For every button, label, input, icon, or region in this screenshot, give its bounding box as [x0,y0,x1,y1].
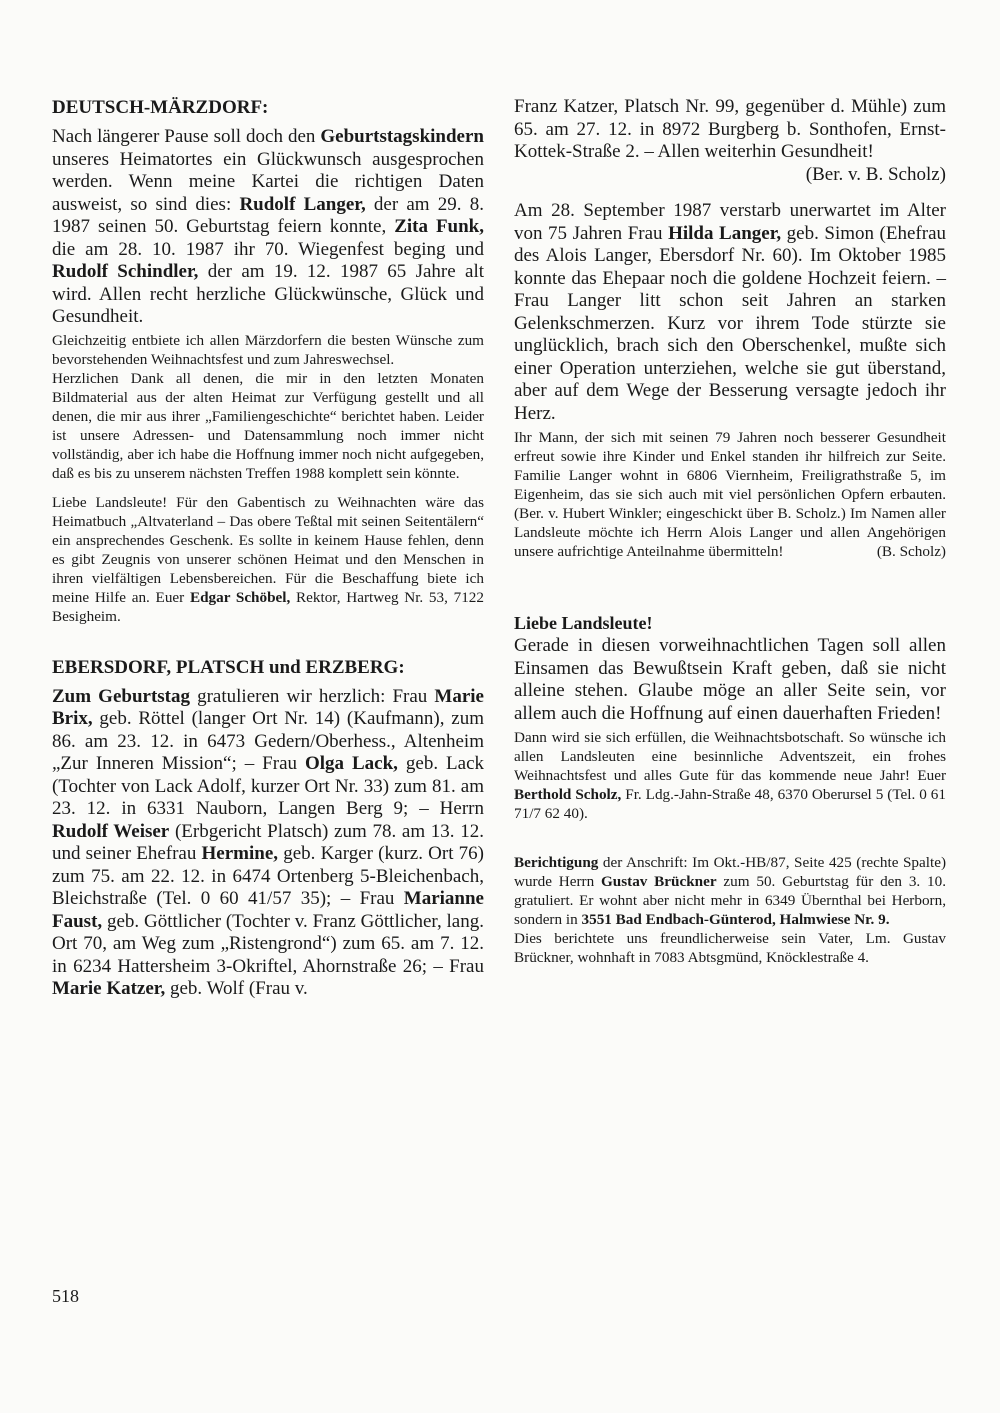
paragraph-christmas-wishes: Dann wird sie sich erfüllen, die Weihnachtsbotschaft. So wünsche ich allen Landsleuten eine besinnliche Adventszeit, ein frohes Weihnachtsfest und alles Gute für das kommende neue Jahr! Euer Berthold Scholz, Fr. Ldg.-Jahn-Straße 48, 6370 Oberursel 5 (Tel. 0 61 71/7 62 40). [514,729,946,822]
paragraph-obituary-hilda-langer: Am 28. September 1987 verstarb unerwartet im Alter von 75 Jahren Frau Hilda Langer, geb. Simon (Ehefrau des Alois Langer, Ebersdorf Nr. 60). Im Oktober 1985 konnte das Ehepaar noch die goldene Hochzeit feiern. – Frau Langer litt schon seit Jahren an starken Gelenkschmerzen. Kurz vor ihrem Tode stürzte sie unglücklich, brach sich den Oberschenkel, mußte sich einer Operation unterziehen, welche sie gut überstand, aber auf dem Wege der Besserung versagte jedoch ihr Herz. [514,200,947,424]
paragraph-obituary-family: Ihr Mann, der sich mit seinen 79 Jahren noch besserer Gesundheit erfreut sowie ihre Kinder und Enkel standen ihr hilfreich zur Seite. Familie Langer wohnt in 6806 Viernheim, Freiligrathstraße 5, im Eigenheim, das sie sich auch mit viel persönlichen Opfern erbauten. (Ber. v. Hubert Winkler; eingeschickt über B. Scholz.) Im Namen aller Landsleute möchte ich Herrn Alois Langer und allen Angehörigen unsere aufrichtige Anteilnahme übermitteln! (B. Scholz) [514,429,946,560]
paragraph-advent-message: Gerade in diesen vorweihnachtlichen Tagen soll allen Einsamen das Bewußtsein Kraft geben, daß sie nicht alleine stehen. Glaube möge an aller Seite sein, vor allem auch die Hoffnung auf einen dauerhaften Frieden! [514,635,946,724]
paragraph-correction-source: Dies berichtete uns freundlicherweise sein Vater, Lm. Gustav Brückner, wohnhaft in 7083 Abtsgmünd, Knöcklestraße 4. [514,930,946,966]
left-column [52,96,484,1001]
paragraph-correction: Berichtigung der Anschrift: Im Okt.-HB/87, Seite 425 (rechte Spalte) wurde Herrn Gustav Brückner zum 50. Geburtstag für den 3. 10. gratuliert. Er wohnt aber nicht mehr in 6349 Übernthal bei Herborn, sondern in 3551 Bad Endbach-Günterod, Halmwiese Nr. 9. [514,854,946,928]
section-heading-ebersdorf: EBERSDORF, PLATSCH und ERZBERG: [52,656,405,678]
paragraph-thanks: Herzlichen Dank all denen, die mir in den letzten Monaten Bildmaterial aus der alten Heimat zur Verfügung gestellt und all denen, die mir aus ihrer „Familiengeschichte“ berichtet haben. Leider ist unsere Adressen- und Datensammlung noch immer nicht vollständig, aber ich habe die Hoffnung immer noch nicht aufgegeben, daß es bis zu unserem nächsten Treffen 1988 komplett sein könnte. [52,369,484,482]
paragraph-birthday-wishes: Nach längerer Pause soll doch den Geburtstagskindern unseres Heimatortes ein Glückwunsch ausgesprochen werden. Wenn meine Kartei die richtigen Daten ausweist, so sind dies: Rudolf Langer, der am 29. 8. 1987 seinen 50. Geburtstag feiern konnte, Zita Funk, die am 28. 10. 1987 ihr 70. Wiegenfest beging und Rudolf Schindler, der am 19. 12. 1987 65 Jahre alt wird. Allen recht herzliche Glückwünsche, Glück und Gesundheit. [52,126,485,327]
signature-ber-scholz: (Ber. v. B. Scholz) [805,163,946,185]
paragraph-season-greetings: Gleichzeitig entbiete ich allen Märzdorfern die besten Wünsche zum bevorstehenden Weihnachtsfest und zum Jahreswechsel. [52,331,484,368]
right-column [514,96,946,967]
paragraph-birthdays-ebersdorf: Zum Geburtstag gratulieren wir herzlich: Frau Marie Brix, geb. Röttel (langer Ort Nr. 14) (Kaufmann), zum 86. am 23. 12. in 6473 Gedern/Oberhess., Altenheim „Zur Inneren Mission“; – Frau Olga Lack, geb. Lack (Tochter von Lack Adolf, kurzer Ort Nr. 33) zum 81. am 23. 12. in 6331 Nauborn, Langen Berg 9; – Herrn Rudolf Weiser (Erbgericht Platsch) zum 78. am 13. 12. und seiner Ehefrau Hermine, geb. Karger (kurz. Ort 76) zum 75. am 22. 12. in 6474 Ortenberg 5-Bleichenbach, Bleichstraße (Tel. 0 60 41/57 35); – Frau Marianne Faust, geb. Göttlicher (Tochter v. Franz Göttlicher, lang. Ort 70, am Weg zum „Ristengrond“) zum 65. am 7. 12. in 6234 Hattersheim 3-Okriftel, Ahornstraße 26; – Frau Marie Katzer, geb. Wolf (Frau v. [52,685,485,999]
paragraph-heimatbuch: Liebe Landsleute! Für den Gabentisch zu Weihnachten wäre das Heimatbuch „Altvaterland – Das obere Teßtal mit seinen Seitentälern“ ein ansprechendes Geschenk. Es sollte in keinem Hause fehlen, denn es gibt Zeugnis von unserer schönen Heimat und den Menschen in ihren vielfältigen Lebensbereichen. Für die Beschaffung biete ich meine Hilfe an. Euer Edgar Schöbel, Rektor, Hartweg Nr. 53, 7122 Besigheim. [52,493,484,625]
section-heading-liebe-landsleute: Liebe Landsleute! [514,613,653,633]
signature-b-scholz: (B. Scholz) [876,543,946,560]
paragraph-continuation: Franz Katzer, Platsch Nr. 99, gegenüber d. Mühle) zum 65. am 27. 12. in 8972 Burgberg b. Sonthofen, Ernst-Kottek-Straße 2. – Allen weiterhin Gesundheit! [514,96,946,162]
page-number: 518 [52,1286,79,1306]
section-heading-deutsch-maerzdorf: DEUTSCH-MÄRZDORF: [52,97,269,118]
